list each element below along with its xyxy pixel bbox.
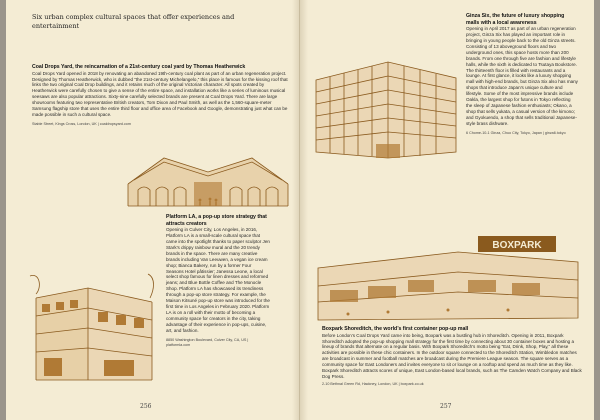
section-title: Six urban complex cultural spaces that offer experiences and entertainment (32, 13, 235, 30)
platform-la-illustration (28, 268, 160, 384)
platform-la-article (166, 214, 270, 348)
boxpark-address: 2-10 Bethnal Green Rd, Hackney, London, UK | boxpark.co.uk (322, 381, 424, 386)
page-number-left: 256 (140, 403, 152, 410)
boxpark-body: Before London’s Coal Drops Yard came into being, Boxpark was a bustling hub in Shoreditch. Opening in 2011, Boxpark Shoreditch adopted the pop-up shopping mall strategy for the first time by connecting about 30 container boxes and hosting a lineup of brands that alternate on a regular basis. With Boxpark Shoreditch’s motto being “Eat, Drink, Shop, Play,” all these activities are possible in these chic containers. In the outdoor square connected to the Shoreditch Station, Wimbledon matches are broadcast in summer and football matches are broadcast during the Premiere League season. The square serves as a community space for East Londoners and invites everyone to sit or lounge on a rooftop and spend as much time as they like. Boxpark Shoreditch attracts scores of unique, East London-based local brands, such as The Camden Watch Company and Black Dog Press. (322, 332, 582, 379)
coal-drops-yard-illustration (124, 150, 292, 212)
coal-drops-yard-address: Stable Street, Kings Cross, London, UK | coaldropsyard.com (32, 121, 131, 126)
left-page (6, 0, 300, 420)
platform-la-body: Opening in Culver City, Los Angeles, in 2016, Platform LA is a small-scale cultural space that came into the spotlight thanks to paper sculptor Jen Stark’s drippy rainbow mural and the 20 trendy brands in the space. There are many creative brands including Van Leeuwen, a vegan ice cream shop; Bianca Bakery, run by a former Four Seasons Hotel pâtissier; Janessa Leone, a local select shop famous for linen dresses and reformed jeans; and Blue Bottle Coffee and The Monocle Shop. Platform LA has showcased its trendiness through a pop-up store strategy. For example, the Maison Kitsuné pop-up store was introduced for the first time in Los Angeles in February 2020. Platform LA is on a roll with their motto of becoming a community space for creators in the city, taking advantage of their experience in pop-ups, cuisine, art, and fashion. (166, 227, 270, 333)
ginza-six-article (466, 13, 578, 136)
book-gutter (292, 0, 308, 420)
boxpark-article (322, 326, 584, 387)
right-page (300, 0, 594, 420)
ginza-six-address: 6 Chome-10-1 Ginza, Chuo City, Tokyo, Japan | ginza6.tokyo (466, 130, 566, 135)
coal-drops-yard-heading: Coal Drops Yard, the reincarnation of a 21st-century coal yard by Thomas Heatherwick (32, 64, 246, 70)
coal-drops-yard-body: Coal Drops Yard opened in 2018 by renovating an abandoned 19th-century coal plant as part of an urban regeneration project. Designed by Thomas Heatherwick, who is dubbed “the 21st-century Michelangelo,” this place is famous for the kissing roof that links the two original Coal Drop buildings, and it retains much of the original Victorian character. All spots created by Heatherwick were carefully chosen to give a sense of the entire space, and installation works like a series of luminous musical seesaws are also popular attractions. Sixty-nine carefully selected brands are present at Coal Drops Yard. There are large showrooms featuring two representative British creators, Tom Dixon and Paul Smith, as well as the 1,560-square-meter Samsung flagship store that uses the entire third floor and office area of Facebook and Google, demonstrating just what can be made possible in such a cultural space. (32, 70, 288, 117)
boxpark-illustration (308, 228, 590, 326)
ginza-six-body: Opening in April 2017 as part of an urban regeneration project, Ginza Six has played an important role in bringing in young people back to the old Ginza streets. Consisting of 13 aboveground floors and two underground ones, this space hosts more than 200 brands. From one through five are fashion and lifestyle halls, while the sixth is dedicated to Tsutaya Bookstore. The thirteenth floor is filled with restaurants and a lounge. At first glance, it looks like a luxury shopping mall with high-end brands, but Ginza Six also has many shops that introduce Japan’s unique culture and lifestyle. Some of the most impressive brands include Oakla, the largest shop for futons in Tokyo reflecting the sleep of Japanese fashion enthusiasts; Okano, a shop that sells yukata, a casual version of the kimono; and Gyokuendo, a shop that sells traditional Japanese-style brass dishware. (466, 26, 578, 126)
ginza-six-heading: Ginza Six, the future of luxury shopping malls with a local awareness (466, 13, 565, 26)
boxpark-sign: BOXPARK (492, 240, 542, 251)
ginza-six-illustration (310, 40, 460, 160)
platform-la-address: 8850 Washington Boulevard, Culver City, CA, US | platformla.com (166, 337, 249, 347)
coal-drops-yard-article (32, 64, 290, 127)
boxpark-heading: Boxpark Shoreditch, the world’s first container pop-up mall (322, 326, 469, 332)
page-number-right: 257 (440, 403, 452, 410)
platform-la-heading: Platform LA, a pop-up store strategy that attracts creators (166, 214, 267, 227)
